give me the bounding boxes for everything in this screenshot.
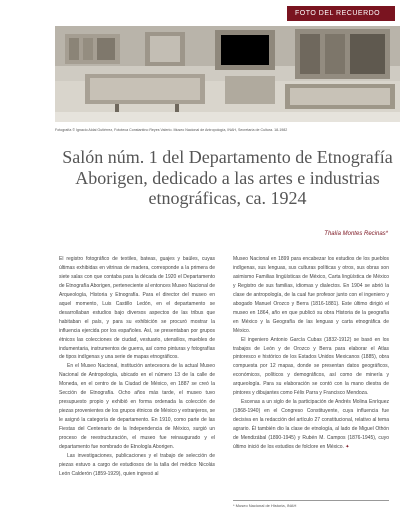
left-column xyxy=(59,255,215,479)
right-column xyxy=(233,255,389,452)
paragraph xyxy=(233,398,389,452)
archive-photo-image xyxy=(55,26,400,122)
article-author: Thalía Montes Recinas* xyxy=(324,231,388,237)
paragraph: Museo Nacional en 1899 para encabezar los estudios de los pueblos indígenas, sus lenguas, sus culturas políticas y otros, sus obras son asimismo Familias lingüísticas de México, Carta lingüística de México y Registro de sus familias, idiomas y dialectos. En 1904 se abrió la clase de antropología, de la cual fue profesor junto con el ingeniero y abogado Manuel Orozco y Berra (1816-1881). Este último dirigió el museo en 1864, año en que publicó su obra Historia de la geografía en México y la Geografía de las lenguas y carta etnográfica de México. xyxy=(233,256,389,334)
section-header xyxy=(287,6,395,21)
paragraph-text: Escenas a un siglo de la participación de Andrés Molina Enríquez (1868-1940) en el Congreso Constituyente, cuya influencia fue decisiva en la redacción del artículo 27 constitucional, relativo al tema agrario. Él también dio la clase de etnología, al lado de Miguel Othón de Mendizábal (1890-1945) y Rubén M. Campos (1876-1945), cuyo último inició de los estudios de folclore en México. xyxy=(233,399,389,451)
photo-caption: Fotografía © Ignacio Aldai Gutiérrez, Fototeca Constantino Reyes Valerio. Museo Nacional de Antropología, INAH, Secretaría de Cultura. 18-1982 xyxy=(55,128,288,132)
archive-photo xyxy=(55,26,400,122)
end-mark-icon: ✦ xyxy=(345,444,350,451)
section-label: FOTO DEL RECUERDO xyxy=(295,10,381,17)
footnote: * Museo Nacional de Historia, INAH xyxy=(233,500,389,508)
paragraph: En el Museo Nacional, institución antecesora de la actual Museo Nacional de Antropología, ubicado en el número 13 de la calle de Moneda, en el centro de la Ciudad de México, en 1887 se creó la Sección de Etnografía. Ocho años más tarde, el museo tuvo presupuesto propio y exhibió en forma ordenada la colección de piezas provenientes de los grupos étnicos de México y extranjeros, se le asignó la categoría de departamento. En 1910, como parte de las Fiestas del Centenario de la Independencia de México, surgió un proceso de reestructuración, el museo fue reinaugurado y el departamento fue nombrado de Etnología Aborigen. xyxy=(59,363,215,451)
paragraph: El registro fotográfico de textiles, bateas, guajes y baúles, cuyas últimas exhibidas en vitrinas de madera, corresponde a la primera de siete salas con que contaba para la década de 1920 el Departamento de Etnografía Aborigen, perteneciente al entonces Museo Nacional de Arqueología, Historia y Etnografía. Para el director del museo en aquel momento, Luis Castillo Ledón, en el departamento se desarrollaban estudios bajo diversos aspectos de las tribus que habitaban el país, y para su exhibición se procuró mostrar la influencia ejercida por los españoles. Así, se presentaban por grupos étnicos las colecciones de ciudad, vestuario, utensilios, muebles de indumentaria, instrumentos de guerra, así como pinturas y fotografías de tipos indígenas y una serie de mapas etnográficos. xyxy=(59,256,215,361)
article-title: Salón núm. 1 del Departamento de Etnografía Aborigen, dedicado a las artes e industrias etnográficas, ca. 1924 xyxy=(62,147,393,208)
paragraph: Las investigaciones, publicaciones y el trabajo de selección de piezas estuvo a cargo de estudiosos de la talla del médico Nicolás León Calderón (1859-1929), quien ingresó al xyxy=(59,452,215,477)
paragraph: El ingeniero Antonio García Cubas (1832-1912) se basó en los trabajos de León y de Orozco y Berra para elaborar el Atlas pintoresco e histórico de los Estados Unidos Mexicanos (1885), obra compuesta por 12 mapas, donde se presentan datos geográficos, económicos, políticos y demográficos, así como de minería y arqueología. Para su elaboración se contó con la mano diestra de pintores y dibujantes como Félix Parra y Francisco Mendoza. xyxy=(233,336,389,397)
